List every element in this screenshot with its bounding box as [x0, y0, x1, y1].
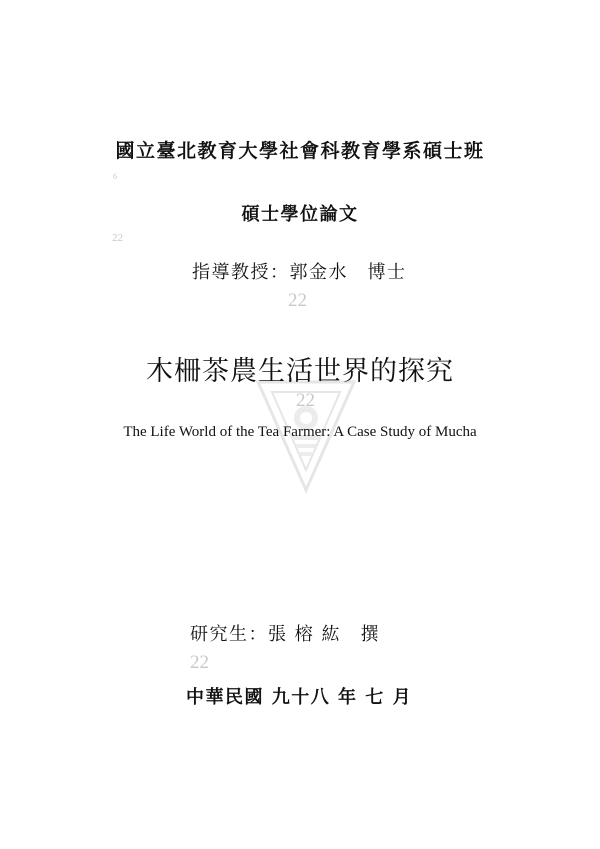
thesis-title-english: The Life World of the Tea Farmer: A Case Study of Mucha	[123, 424, 477, 440]
stray-mark: 22	[296, 390, 315, 411]
student-author-line: 研究生：張 榕 紘 撰	[190, 624, 380, 645]
university-department: 國立臺北教育大學社會科教育學系碩士班	[115, 140, 485, 162]
stray-mark: 22	[190, 652, 209, 673]
submission-date: 中華民國 九十八 年 七 月	[186, 687, 413, 708]
advisor-line: 指導教授：郭金水 博士	[192, 262, 407, 283]
degree-label: 碩士學位論文	[241, 204, 359, 225]
stray-mark: 22	[288, 290, 307, 311]
thesis-title-chinese: 木柵茶農生活世界的探究	[146, 356, 454, 387]
stray-mark: 22	[112, 232, 123, 244]
stray-mark: 6	[113, 172, 117, 181]
